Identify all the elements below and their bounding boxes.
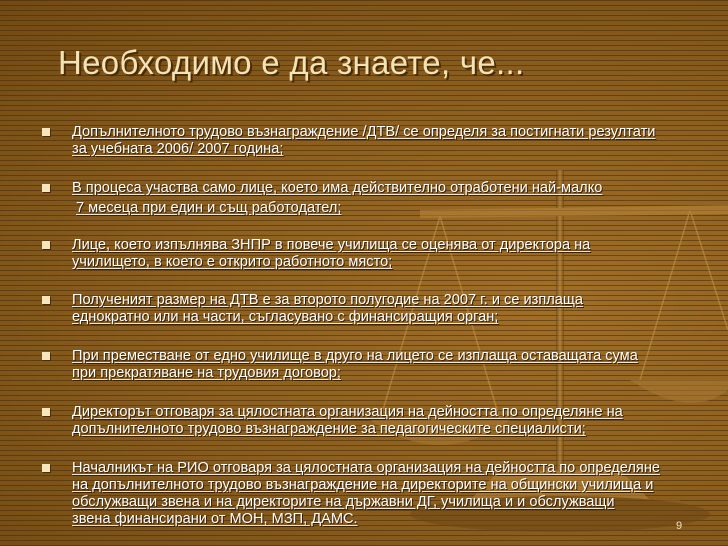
- square-bullet-icon: [42, 241, 50, 249]
- bullet-line: обслужващи звена и на директорите на държавни ДГ, училища и и обслужващи: [72, 494, 615, 510]
- bullet-line: звена финансирани от МОН, МЗП, ДАМС.: [72, 511, 358, 527]
- bullet-line: Директорът отговаря за цялостната организация на дейността по определяне на: [72, 404, 623, 420]
- bullet-line: за учебната 2006/ 2007 година;: [72, 141, 284, 157]
- square-bullet-icon: [42, 184, 50, 192]
- page-number: 9: [676, 520, 683, 532]
- bullet-line: Лице, което изпълнява ЗНПР в повече училища се оценява от директора на: [72, 237, 591, 253]
- bullet-line: при прекратяване на трудовия договор;: [72, 365, 341, 381]
- bullet-line: В процеса участва само лице, което има действително отработени най-малко: [72, 180, 603, 196]
- bullet-line: допълнителното трудово възнаграждение за педагогическите специалисти;: [72, 421, 586, 437]
- bullet-line: еднократно или на части, съгласувано с финансиращия орган;: [72, 309, 499, 325]
- bullet-item: [40, 180, 724, 217]
- square-bullet-icon: [42, 408, 50, 416]
- bullet-item: [40, 348, 724, 382]
- bullet-line: училището, в което е открито работното място;: [72, 254, 393, 270]
- bullet-item: [40, 404, 724, 438]
- bullet-line: 7 месеца при един и същ работодател;: [76, 200, 342, 216]
- bullet-item: [40, 292, 724, 326]
- bullet-line: При преместване от едно училище в друго на лицето се изплаща оставащата сума: [72, 348, 638, 364]
- square-bullet-icon: [42, 464, 50, 472]
- bullet-item: [40, 124, 724, 158]
- square-bullet-icon: [42, 296, 50, 304]
- bullet-item: [40, 237, 724, 271]
- slide-title: Необходимо е да знаете, че...: [58, 44, 525, 81]
- bullet-line: Допълнителното трудово възнаграждение /ДТВ/ се определя за постигнати резултати: [72, 124, 656, 140]
- bullet-line: на допълнителното трудово възнаграждение на директорите на общински училища и: [72, 477, 654, 493]
- square-bullet-icon: [42, 128, 50, 136]
- bullet-line: Началникът на РИО отговаря за цялостната организация на дейността по определяне: [72, 460, 660, 476]
- square-bullet-icon: [42, 352, 50, 360]
- bullet-item: [40, 460, 724, 528]
- bullet-list: [40, 124, 724, 528]
- bullet-line: Полученият размер на ДТВ е за второто полугодие на 2007 г. и се изплаща: [72, 292, 583, 308]
